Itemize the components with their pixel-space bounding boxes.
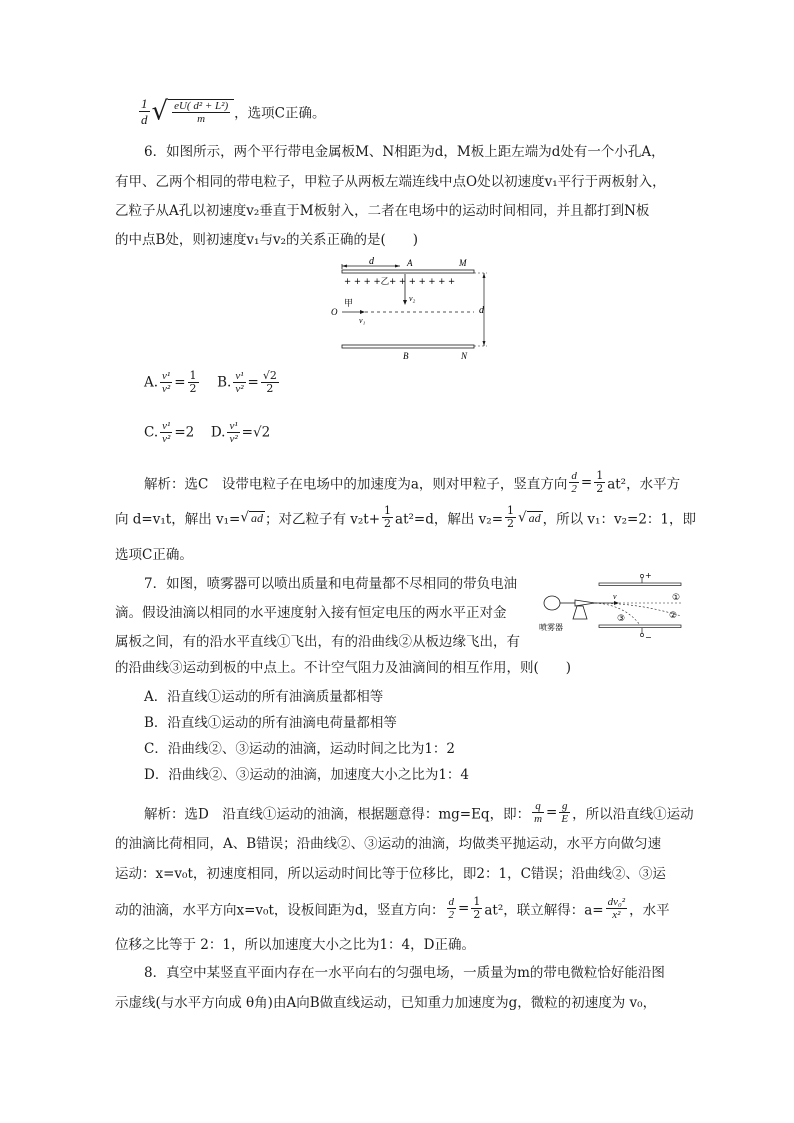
q7-option-D: D．沿曲线②、③运动的油滴，加速度大小之比为1：4 (144, 767, 470, 783)
upper-plate (599, 583, 681, 586)
arrow-left (342, 265, 347, 268)
label-v: v (613, 592, 617, 601)
sqrt-sign: √ (151, 96, 169, 127)
label-M: M (459, 258, 467, 268)
plate-N (342, 345, 474, 348)
terminal-minus (640, 633, 643, 636)
label-N: N (461, 351, 468, 361)
label-d-right: d (479, 305, 484, 316)
q8-line-2: 示虚线(与水平方向成 θ角)由A向B做直线运动，已知重力加速度为g，微粒的初速度为 v₀， (115, 995, 657, 1011)
option-D-lhs: $\frac{\text{v¹}}{\text{v²}}$ (229, 420, 238, 445)
v-arrowhead (614, 601, 619, 605)
inner-fraction (172, 100, 230, 125)
label-minus: − (645, 633, 652, 642)
label-v1: v₁ (359, 316, 366, 325)
numerator: 1 (141, 96, 148, 111)
q6-analysis-line-2: 向 d=v₁t，解出 v₁=√ ad ；对乙粒子有 v₂t+ $\frac{1}{2}$ at²=d，解出 v₂= $\frac{1}{2}$ √ ad ，所以 v₁：v₂=2：1，即 (115, 504, 696, 530)
option-A-rhs: $\frac{1}{2}$ (189, 369, 197, 395)
sprayer-flask (573, 606, 587, 619)
option-D-label: D. (210, 424, 226, 441)
q7-option-B: B．沿直线①运动的所有油滴电荷量都相等 (144, 715, 397, 731)
q6-line-3: 乙粒子从A孔以初速度v₂垂直于M板射入，二者在电场中的运动时间相同，并且都打到N板 (115, 203, 650, 219)
q7-analysis-line-2: 的油滴比荷相同，A、B错误；沿曲线②、③运动的油滴，均做类平抛运动，水平方向做匀速 (115, 836, 662, 852)
q7-option-A: A．沿直线①运动的所有油滴质量都相等 (144, 689, 384, 705)
v1-arrowhead (360, 310, 365, 314)
plus-charges: + + + +乙+ + + + + + + (344, 277, 456, 287)
fraction-one-over-d (139, 96, 150, 127)
option-A-lhs: $\frac{\text{v¹}}{\text{v²}}$ (162, 370, 171, 395)
q7-figure (535, 570, 685, 645)
option-C-lhs: $\frac{\text{v¹}}{\text{v²}}$ (162, 420, 171, 445)
arrow-down (483, 341, 486, 346)
text: ，选项C正确。 (234, 105, 326, 122)
label-v2: v₂ (409, 294, 416, 303)
q6-figure (325, 255, 500, 363)
label-plus: + (645, 571, 652, 580)
label-A: A (407, 258, 413, 268)
label-jia: 甲 (344, 299, 354, 309)
q6-line-1: 6．如图所示，两个平行带电金属板M、N相距为d，M板上距左端为d处有一个小孔A， (144, 144, 665, 160)
sprayer-bulb (544, 596, 560, 610)
option-B-lhs: $\frac{\text{v¹}}{\text{v²}}$ (235, 370, 244, 395)
q8-line-1: 8．真空中某竖直平面内存在一水平向右的匀强电场，一质量为m的带电微粒恰好能沿图 (144, 965, 665, 981)
q7-line-3: 属板之间，有的沿水平直线①飞出，有的沿曲线②从板边缘飞出，有 (115, 634, 520, 650)
option-B-label: B. (217, 374, 232, 391)
label-O: O (331, 307, 338, 317)
q7-analysis-line-4: 动的油滴，水平方向x=v₀t，设板间距为d，竖直方向： $\frac{d}{2}$ = $\frac{1}{2}$ at²，联立解得：a= $\frac{\text{dv₀²}}{\text{x²}}$ ，水平 (115, 895, 670, 921)
label-circle-2: ② (669, 611, 678, 621)
top-formula (137, 96, 325, 136)
label-sprayer: 喷雾器 (539, 623, 563, 632)
label-B: B (403, 351, 409, 361)
option-A-label: A. (144, 374, 159, 391)
q7-line-4: 的沿曲线③运动到板的中点上。不计空气阻力及油滴间的相互作用，则( ) (115, 660, 572, 676)
option-C-rhs: =2 (174, 424, 195, 441)
sprayer-nozzle (575, 600, 595, 606)
denominator: m (197, 112, 206, 125)
arrow-up (483, 273, 486, 278)
q7-line-2: 滴。假设油滴以相同的水平速度射入接有恒定电压的两水平正对金 (115, 605, 507, 621)
q7-line-1: 7．如图，喷雾器可以喷出质量和电荷量都不尽相同的带负电油 (144, 576, 518, 592)
sqrt-body (168, 99, 234, 125)
lower-plate (599, 625, 681, 628)
q7-analysis-line-5: 位移之比等于 2：1，所以加速度大小之比为1：4，D正确。 (115, 937, 475, 953)
option-A-eq: = (174, 374, 186, 391)
q7-option-C: C．沿曲线②、③运动的油滴，运动时间之比为1：2 (144, 741, 456, 757)
label-d-top: d (369, 256, 374, 267)
q7-analysis-line-3: 运动：x=v₀t，初速度相同，所以运动时间比等于位移比，即2：1，C错误；沿曲线②、③运 (115, 866, 666, 882)
option-B-eq: = (247, 374, 259, 391)
q6-options-row-2 (144, 420, 270, 445)
v2-arrowhead (403, 300, 407, 305)
denominator: d (141, 112, 148, 127)
option-B-rhs: $\frac{√2}{2}$ (262, 369, 277, 395)
q6-line-2: 有甲、乙两个相同的带电粒子，甲粒子从两板左端连线中点O处以初速度v₁平行于两板射入， (115, 174, 666, 190)
arrow-right (395, 265, 400, 268)
plate-M (342, 270, 474, 273)
label-circle-1: ① (672, 593, 681, 603)
numerator: eU( d² + L²) (174, 99, 229, 112)
q6-line-4: 的中点B处，则初速度v₁与v₂的关系正确的是( ) (115, 232, 419, 248)
option-C-label: C. (144, 424, 159, 441)
terminal-plus (640, 574, 643, 577)
label-circle-3: ③ (617, 614, 626, 624)
q6-options-row-1 (144, 370, 281, 395)
option-D-rhs: =√2 (241, 424, 271, 441)
q6-analysis-line-1: 解析：选C 设带电粒子在电场中的加速度为a，则对甲粒子，竖直方向 $\frac{d}{2}$ = $\frac{1}{2}$ at²，水平方 (144, 469, 681, 495)
q7-analysis-line-1: 解析：选D 沿直线①运动的油滴，根据题意得：mg=Eq，即： $\frac{q}{m}$ = $\frac{g}{E}$ ，所以沿直线①运动 (144, 800, 694, 825)
q6-analysis-line-3: 选项C正确。 (115, 547, 193, 563)
